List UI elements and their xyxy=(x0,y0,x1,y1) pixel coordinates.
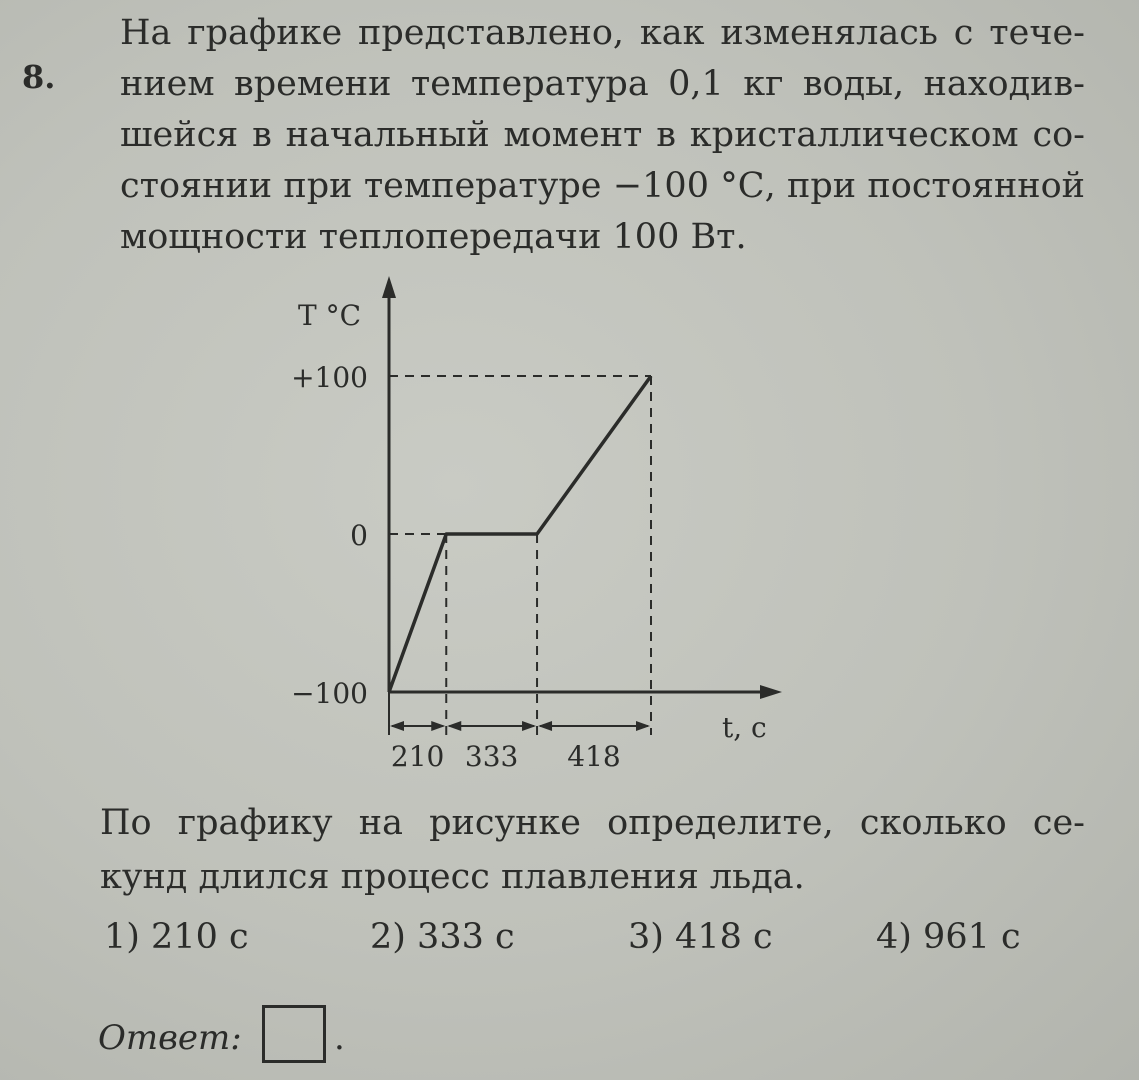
x-axis-label: t, с xyxy=(722,711,767,744)
problem-line: шейся в начальный момент в кристаллическом со- xyxy=(120,115,1085,155)
interval-label: 333 xyxy=(464,740,519,773)
y-tick-label: −100 xyxy=(291,677,368,710)
y-tick-label: 0 xyxy=(350,519,368,552)
question-line: кунд длился процесс плавления льда. xyxy=(100,857,805,897)
y-axis-label: T °С xyxy=(298,299,361,332)
question-line: По графику на рисунке определите, сколько се- xyxy=(100,803,1085,843)
x-axis-arrow-icon xyxy=(760,685,782,699)
problem-line: мощности теплопередачи 100 Вт. xyxy=(120,217,747,257)
answer-terminator: . xyxy=(334,1018,345,1058)
question-text xyxy=(100,796,1085,904)
y-tick-label: +100 xyxy=(291,361,368,394)
interval-label: 418 xyxy=(567,740,621,773)
answer-option-2[interactable]: 2) 333 с xyxy=(370,917,515,957)
y-axis-arrow-icon xyxy=(382,276,396,298)
problem-line: нием времени температура 0,1 кг воды, находив- xyxy=(120,64,1085,104)
answer-option-4[interactable]: 4) 961 с xyxy=(876,917,1021,957)
answer-option-3[interactable]: 3) 418 с xyxy=(628,917,773,957)
interval-arrow-right-icon xyxy=(431,721,445,731)
problem-line: На графике представлено, как изменялась с тече- xyxy=(120,13,1085,53)
interval-arrow-left-icon xyxy=(390,721,404,731)
interval-arrow-right-icon xyxy=(522,721,536,731)
answer-option-1[interactable]: 1) 210 с xyxy=(104,917,249,957)
problem-number: 8. xyxy=(22,58,56,96)
interval-arrow-right-icon xyxy=(636,721,650,731)
problem-line: стоянии при температуре −100 °С, при постоянной xyxy=(120,166,1085,206)
answer-box[interactable] xyxy=(262,1005,326,1063)
interval-arrow-left-icon xyxy=(447,721,461,731)
interval-label: 210 xyxy=(390,740,445,773)
interval-arrow-left-icon xyxy=(538,721,552,731)
answer-label: Ответ: xyxy=(98,1018,242,1058)
